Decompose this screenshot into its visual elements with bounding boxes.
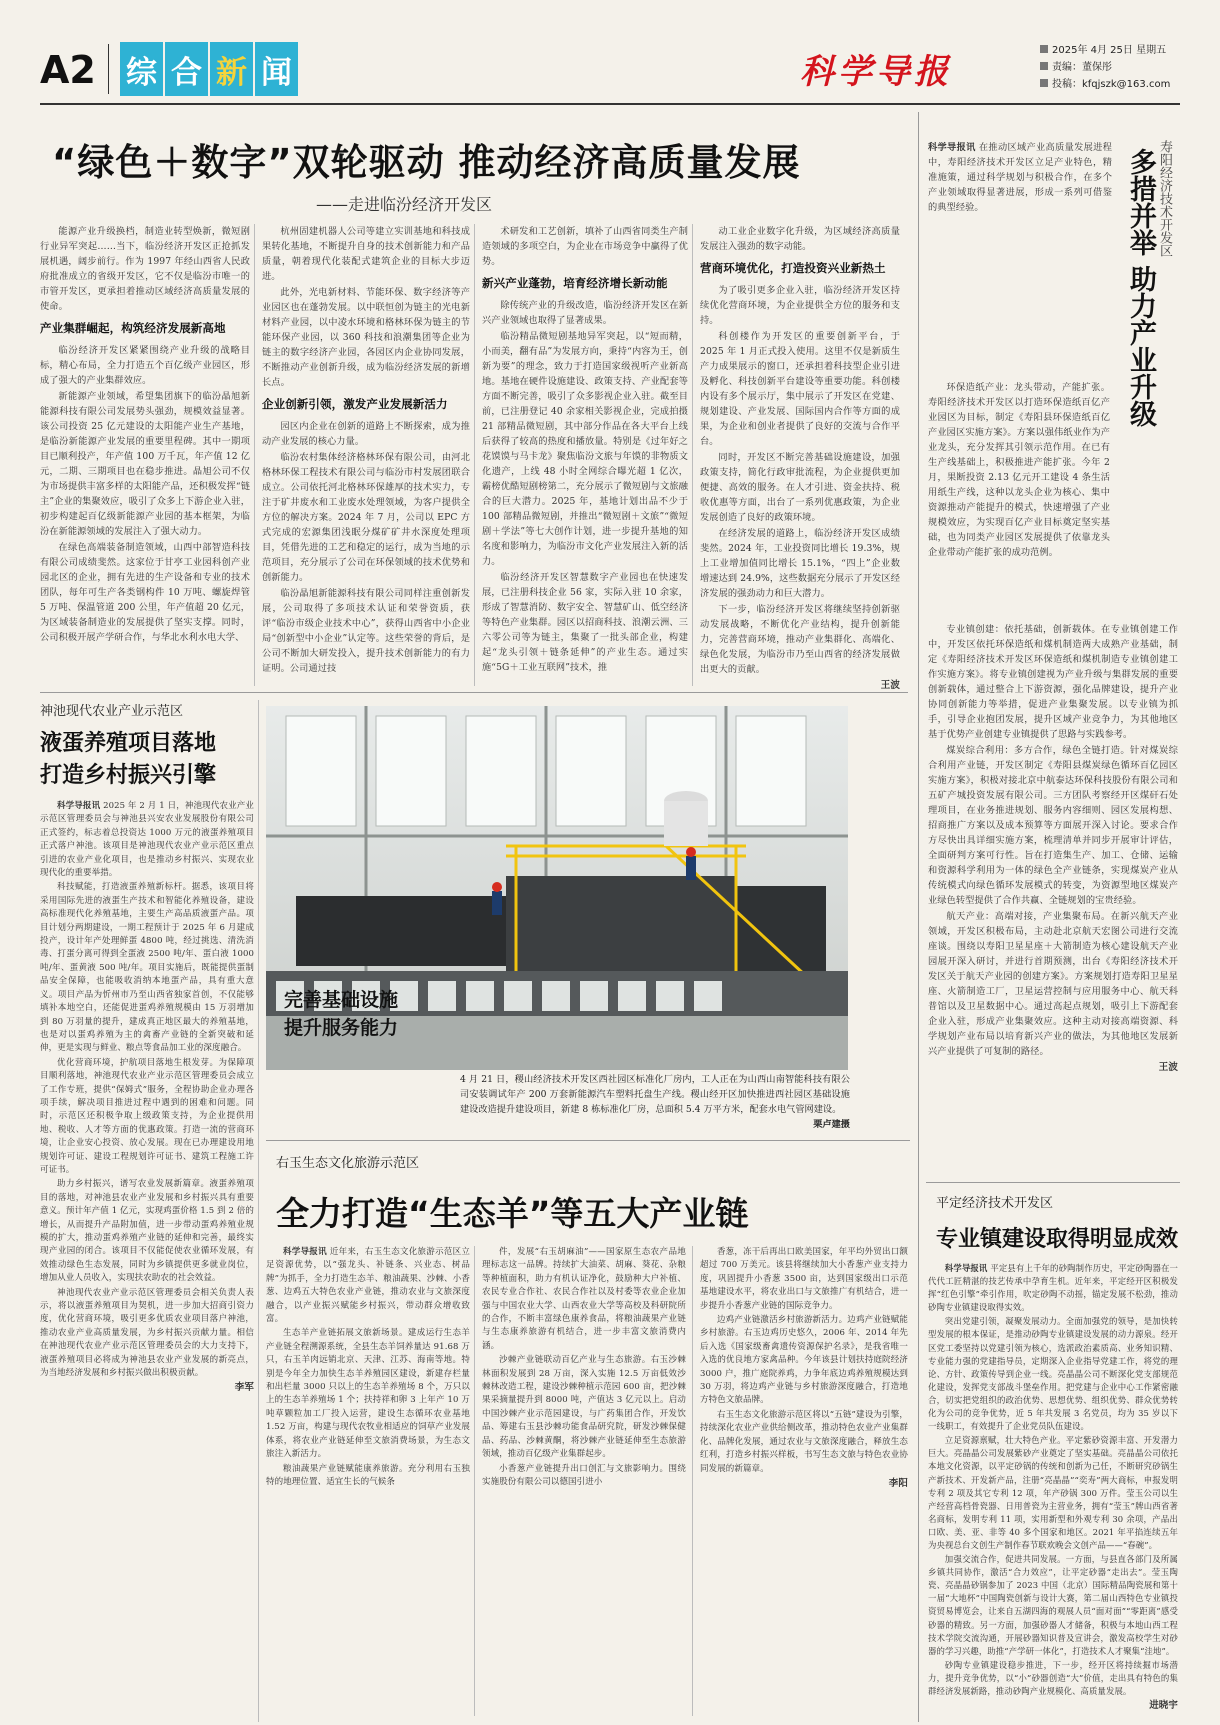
- paragraph: 神池现代农业产业示范区管理委员会相关负责人表示，将以液蛋养殖项目为契机，进一步加大招商引资力度，优化营商环境，吸引更多优质农业项目落户神池，推动农业产业高质量发展，为乡村振兴贡献力量。相信在神池现代农业产业示范区管理委员会的大力支持下，液蛋养殖项目必将成为神池县农业产业发展的新亮点，为当地经济发展和乡村振兴做出积极贡献。: [40, 1287, 254, 1379]
- newspaper-brand: 科学导报: [800, 52, 952, 92]
- page-number: A2: [40, 48, 96, 92]
- youyu-column-2: [482, 1246, 686, 1490]
- paragraph: 粮油蔬果产业链赋能康养旅游。充分利用右玉独特的地理位置、适宜生长的气候条: [266, 1463, 470, 1487]
- column-divider: [692, 224, 693, 686]
- paragraph: 件，发展“右玉胡麻油”——国家原生态农产品地理标志这一品牌。持续扩大油菜、胡麻、葵花、杂粮等种植面积，助力有机认证净化，鼓励种大户补植、农民专业合作社、农民合作社以及村委等农业企业加强与中国农业大学、山西农业大学等高校及科研院所的合作，不断丰富绿色康养食品，将粮油蔬果产业链与生态康养旅游有机结合，进一步丰富文旅消费内涵。: [482, 1247, 686, 1351]
- paragraph: 砂陶专业镇建设稳步推进，下一步，经开区将持续掘市场潜力，提升竞争优势，以“小”砂器创造“大”价值，走出具有特色的集群经济发展新路，推动砂陶产业规模化、高质量发展。: [928, 1659, 1178, 1696]
- youyu-title: 全力打造“生态羊”等五大产业链: [276, 1194, 749, 1233]
- title-line: 打造乡村振兴引擎: [40, 763, 217, 788]
- paragraph: 术研发和工艺创新，填补了山西省同类生产制造领域的多项空白，为企业在市场竞争中赢得了优势。: [482, 226, 688, 267]
- paragraph: 临汾经济开发区智慧数字产业园也在快速发展，已注册科技企业 56 家，实际入驻 10 余家，形成了智慧消防、数字安全、智慧矿山、低空经济等特色产业集群。园区以招商科技、浪潮云洲、三六零公司等为链主，集聚了一批头部企业，构建起“龙头引领＋链条延伸”的产业生态。通过实施“5G＋工业互联网”技术，推: [482, 572, 688, 673]
- paragraph: 生态羊产业链拓展文旅新场景。建成运行生态羊产业链全程溯源系统，全县生态羊饲养量达 91.68 万只，右玉羊肉远销北京、天津、江苏、海南等地。特别是今年全力加快生态羊养殖园区建设，新建存栏量和出栏量 3000 只以上的生态羊养殖场 8 个，万只以上的生态羊养殖场 1 个；扶持祥和卵 3 上年产 10 万吨草颗粒加工厂投入运营，建设生态循环农业基地 1.52 万亩，构建与现代农牧业相适应的饲草产业发展体系，将农业产业链延伸至文旅消费场景，为生态文旅注入新活力。: [266, 1328, 470, 1460]
- paragraph: 下一步，临汾经济开发区将继续坚持创新驱动发展战略，不断优化产业结构，提升创新能力，完善营商环境，推动产业集群化、高端化、绿色化发展，为临汾市乃至山西省的经济发展做出更大的贡献。: [700, 604, 900, 675]
- shenchi-title: [40, 728, 216, 792]
- section-char: 综: [120, 42, 165, 96]
- column-divider: [474, 1246, 475, 1716]
- paragraph: 此外，光电新材料、节能环保、数字经济等产业园区也在蓬勃发展。以中联恒创为链主的光电新材料产业园，以中凌水环境和格林环保为链主的节能环保产业园，以 360 科技和浪潮集团等企业为链主的数字经济产业园，各园区内企业协同发展，不断推动产业创新升级，成为临汾经济发展的新增长点。: [262, 287, 470, 388]
- paragraph: 临汾精品微短剧基地异军突起，以“短而精，小而美，翻有品”为发展方向，秉持“内容为王，创新为要”的理念，致力于打造国家级视听产业新高地。基地在硬件设施建设、政策支持、产业配套等方面不断完善，吸引了众多影视企业入驻。截至目前，已注册登记 40 余家相关影视企业，完成拍摄 21 部精品微短剧，其中部分作品在各大平台上线后获得了较高的热度和播放量。特别是《过年好之花馍馍与马卡龙》聚焦临汾文旅与年馍的非物质文化遗产，上线 48 小时全网综合曝光超 1 亿次，霸榜优酷短剧榜第二，充分展示了微短剧与文旅融合的巨大潜力。2025 年，基地计划出品不少于 100 部精品微短剧，并推出“微短剧＋文旅”“微短剧＋学法”等七大创作计划，进一步提升基地的知名度和影响力，为临汾市文化产业发展注入新的活力。: [482, 331, 688, 567]
- square-icon: [1040, 45, 1048, 53]
- paragraph: 助力乡村振兴，谱写农业发展新篇章。液蛋养殖项目的落地，对神池县农业产业发展和乡村振兴具有重要意义。预计年产值 1 亿元，实现鸡蛋价格 1.5 到 2 倍的增长，从而提升产品附加值，进一步带动蛋鸡养殖业规模的扩大，推动蛋鸡养殖产业链的延伸和完善，最终实现产业园的闭合。该项目不仅能促使农业循环发展，有效推动绿色生态发展，同时为乡镇提供更多就业岗位，增加从业人员收入，实现扶农助农的社会效益。: [40, 1179, 254, 1284]
- header-divider: [108, 44, 109, 94]
- shouyang-body-2: [928, 622, 1178, 1075]
- paragraph: 右玉生态文化旅游示范区将以“五链”建设为引擎，持续深化农业产业供给侧改革，推动特色农业产业集群化、品牌化发展，通过农业与文旅深度融合，释放生态红利，打造乡村振兴样板，书写生态文旅与特色农业协同发展的新篇章。: [700, 1409, 908, 1474]
- photo-overlay-title: [284, 986, 398, 1042]
- main-column-3: [482, 224, 688, 676]
- paragraph: 突出党建引领，凝聚发展动力。全面加强党的领导，是加快转型发展的根本保证，是推动砂陶专业镇建设发展的动力源泉。经开区党工委坚持以党建引领为核心，选派政治素质高、业务知识精、专业能力强的党建指导员，定期深入企业指导党建工作，将党的理论、方针、政策传导到企业一线。亮晶晶公司不断深化党支部规范化建设，发挥党支部战斗堡垒作用。把党建与企业中心工作紧密融合，切实把党组织的政治优势、思想优势、组织优势、群众优势转化为公司的竞争优势，近 5 年共发展 3 名党员，均为 35 岁以下一线职工，有效提升了企业党员队伍建设。: [928, 1316, 1178, 1432]
- square-icon: [1040, 79, 1048, 87]
- header-meta: [1040, 42, 1170, 93]
- paragraph: 环保造纸产业：龙头带动，产能扩张。寿阳经济技术开发区以打造环保造纸百亿产业园区为目标，制定《寿阳县环保造纸百亿产业园区实施方案》。方案以强伟纸业作为产业龙头，充分发挥其引领示范作用。在已有生产线基础上，积极推进产能扩张。今年 2 月，果断投资 2.13 亿元开工建设 4 条生活用纸生产线，这种以龙头企业为核心、集中资源推动产能提升的模式，快速增强了产业规模效应，为实现百亿产业目标奠定坚实基础，也为同类产业园区发展提供了依靠龙头企业带动产能扩张的成功范例。: [928, 382, 1110, 558]
- photo-credit: 栗卢建摄: [813, 1119, 850, 1130]
- paragraph: 边鸡产业链激活乡村旅游新活力。边鸡产业链赋能乡村旅游。右玉边鸡历史悠久，2006 年、2014 年先后入选《国家级畜禽遗传资源保护名录》，是我省唯一入选的优良地方家禽品种。今年该县计划扶持庭院经济 3000 户，推广庭院养鸡，力争年底边鸡养殖规模达到 30 万羽，将边鸡产业链与乡村旅游深度融合，打造地方特色文旅品牌。: [700, 1315, 908, 1406]
- paragraph: 园区内企业在创新的道路上不断探索，成为推动产业发展的核心力量。: [262, 421, 470, 447]
- youyu-column-1: [266, 1246, 470, 1490]
- paragraph: 在绿色高端装备制造领域，山西中部智造科技有限公司成绩斐然。这家位于甘亭工业园科创产业园北区的企业，拥有先进的生产设备和专业的技术团队，每年可生产各类钢构件 10 万吨、螺旋焊管 5 万吨、保温管道 200 公里，年产值超 20 亿元，为区域装备制造业的发展提供了坚实支撑。同时，公司积极开展产学研合作，与华北水利水电大学、: [40, 542, 250, 643]
- paragraph: 专业镇创建：依托基础，创新载体。在专业镇创建工作中，开发区依托环保造纸和煤机制造两大成熟产业基础，制定《寿阳经济技术开发区环保造纸和煤机制造专业镇创建工作实施方案》。将专业镇创建视为产业升级与集群发展的重要创新载体，通过整合上下游资源，强化品牌建设，提升产业协同创新能力等举措，促进产业集聚发展。以专业镇为抓手，引导企业抱团发展，提升区域产业竞争力，为其他地区基于优势产业创建专业镇提供了思路与实践参考。: [928, 624, 1178, 740]
- lead-text: 平定县有上千年的砂陶制作历史，平定砂陶器在一代代工匠精湛的技艺传承中孕育生机。近年来，平定经开区积极发挥“红色引擎”牵引作用，吹定砂陶不动摇，锚定发展不松劲，推动砂陶专业镇建设取得实效。: [928, 1263, 1179, 1313]
- lead-text: 在推动区域产业高质量发展进程中，寿阳经济技术开发区立足产业特色，精准施策，通过科学规划与积极合作，在多个产业领域取得显著进展，形成一系列可借鉴的典型经验。: [928, 142, 1112, 213]
- paragraph: 在经济发展的道路上，临汾经济开发区成绩斐然。2024 年，工业投资同比增长 19.3%，规上工业增加值同比增长 15.1%，“四上”企业数增速达到 24.9%，这些数据充分展示了开发区经济发展的强劲动力和巨大潜力。: [700, 528, 900, 599]
- paragraph: 临汾农村集体经济格林环保有限公司，由河北格林环保工程技术有限公司与临汾市村发展团联合成立。公司依托河北格林环保雄厚的技术实力，专注于矿井废水和工业废水处理领域，为客户提供全方位的解决方案。2024 年 7 月，公司以 EPC 方式完成的宏源集团浅眠分煤矿矿井水深度处理项目，凭借先进的工艺和稳定的运行，成为当地的示范项目，充分展示了公司在环保领域的技术优势和创新能力。: [262, 452, 470, 583]
- shouyang-body-1: [928, 380, 1110, 561]
- lead-label: 科学导报讯: [944, 1263, 988, 1273]
- paragraph: 为了吸引更多企业入驻，临汾经济开发区持续优化营商环境，为企业提供全方位的服务和支持。: [700, 285, 900, 326]
- author: 李军: [234, 1382, 254, 1394]
- factory-photo: [266, 706, 848, 1070]
- main-column-1: [40, 224, 250, 646]
- youyu-column-3: [700, 1246, 908, 1490]
- lead-text: 2025 年 2 月 1 日，神池现代农业产业示范区管理委员会与神池县兴安农业发展股份有限公司正式签约，标志着总投资达 1000 万元的液蛋养殖项目正式落户神池。该项目是神池现代农业产业示范区重点引进的农业产业化项目，也是推动乡村振兴、实现农业现代化的重要举措。: [40, 801, 254, 879]
- pingding-title: 专业镇建设取得明显成效: [936, 1227, 1179, 1252]
- column-divider: [254, 224, 255, 686]
- main-column-2: [262, 224, 470, 677]
- section-char: 合: [165, 42, 210, 96]
- section-tag: 平定经济技术开发区: [936, 1196, 1054, 1211]
- main-title: “绿色＋数字”双轮驱动 推动经济高质量发展: [52, 141, 801, 184]
- main-column-4: [700, 224, 900, 693]
- column-divider: [692, 1246, 693, 1716]
- section-char: 闻: [255, 42, 300, 96]
- shenchi-body: [40, 800, 254, 1395]
- title-line: 液蛋养殖项目落地: [40, 731, 217, 756]
- paragraph: 科技赋能，打造液蛋养殖新标杆。据悉，该项目将采用国际先进的液蛋生产技术和智能化养殖设备，建设高标准现代化养殖基地，主要生产高品质液蛋产品。项目计划分两期建设，一期工程预计于 2025 年 6 月建成投产，设计年产处理鲜蛋 4800 吨，经过挑选、清洗消毒、打蛋分离可得到全蛋液 2500 吨/年、蛋白液 1000 吨/年、蛋黄液 500 吨/年。项目实施后，既能提供蛋制品安全保障，也能吸收消纳本地蛋产品，具有重大意义。项目产品为忻州市乃至山西省独家首创，不仅能够填补本地空白，还能促进蛋鸡养殖规模由 15 万羽增加到 80 万羽量的提升，建成真正地区最大的养殖基地，也是对以蛋鸡养殖为主的禽畜产业链的全新突破和延伸，更是实现与鲜业、粮点等食品加工业的深度融合。: [40, 882, 254, 1054]
- paragraph: 加强交流合作，促进共同发展。一方面，与县直各部门及所属乡镇共同协作，激活“合力效应”，让平定砂器“走出去”。莹玉陶瓷、亮晶晶砂锅参加了 2023 中国（北京）国际精品陶瓷展和第十一届“大地杯”中国陶瓷创新与设计大赛，第二届山西特色专业镇投资贸易博览会，让来自五湖四海的观展人员“面对面”“零距离”感受砂器的精致。另一方面，加强砂器人才储备，积极与本地山西工程技术学院交流沟通，开展砂器知识普及宣讲会，激发高校学生对砂器的学习兴趣，助推“产学研一体化”，打造技术人才聚集“洼地”。: [928, 1554, 1178, 1656]
- paragraph: 同时，开发区不断完善基础设施建设，加强政策支持，简化行政审批流程，为企业提供更加便捷、高效的服务。在人才引进、资金扶持、税收优惠等方面，出台了一系列优惠政策，为企业发展创造了良好的政策环境。: [700, 452, 900, 523]
- column-divider: [474, 224, 475, 686]
- paragraph: 临汾经济开发区紧紧围绕产业升级的战略目标，精心布局，全力打造五个百亿级产业园区，形成了强大的产业集群效应。: [40, 345, 250, 386]
- paragraph: 香葱，冻干后再出口欧美国家，年平均外贸出口额超过 700 万美元。该县将继续加大小香葱产业支持力度，巩固提升小香葱 3500 亩，达到国家级出口示范基地建设水平，将农业出口与文旅推广有机结合，进一步提升小香葱产业链的国际竞争力。: [700, 1247, 908, 1311]
- paragraph: 科创楼作为开发区的重要创新平台，于 2025 年 1 月正式投入使用。这里不仅是新质生产力成果展示的窗口，还承担着科技型企业引进及孵化、科技创新平台建设等重要功能。科创楼内设有多个展示厅，集中展示了开发区在党建、规划建设、产业发展、国际国内合作等方面的成果，为企业和创业者提供了良好的交流与合作平台。: [700, 331, 900, 447]
- paragraph: 杭州固建机器人公司等建立实训基地和科技成果转化基地，不断提升自身的技术创新能力和产品质量，朝着现代化装配式建筑企业的目标大步迈进。: [262, 226, 470, 282]
- subheading: 产业集群崛起，构筑经济发展新高地: [40, 321, 226, 335]
- author: 王波: [1158, 1062, 1178, 1073]
- subheading: 新兴产业蓬勃，培育经济增长新动能: [482, 276, 668, 290]
- lead-text: 近年来，右玉生态文化旅游示范区立足资源优势，以“强龙头、补链条、兴业态、树品牌”为抓手，全力打造生态羊、粮油蔬果、沙棘、小香葱、边鸡五大特色农业产业链，推动农业与文旅深度融合，以产业振兴赋能乡村振兴，带动群众增收致富。: [266, 1247, 470, 1325]
- lead-label: 科学导报讯: [283, 1247, 327, 1257]
- square-icon: [1040, 62, 1048, 70]
- paragraph: 动工业企业数字化升级，为区域经济高质量发展注入强劲的数字动能。: [700, 226, 900, 252]
- header-rule: [40, 103, 1180, 105]
- section-tag: 寿阳经济技术开发区: [1157, 140, 1172, 257]
- title-line: 完善基础设施: [284, 989, 399, 1011]
- paragraph: 小香葱产业链提升出口创汇与文旅影响力。围绕实施股份有限公司以德国引进小: [482, 1463, 686, 1487]
- subheading: 企业创新引领，激发产业发展新活力: [262, 397, 448, 411]
- paragraph: 优化营商环境，护航项目落地生根发芽。为保障项目顺利落地，神池现代农业产业示范区管理委员会成立了工作专班，提供“保姆式”服务，全程协助企业办理各项手续，解决项目推进过程中遇到的困难和问题。同时，示范区还积极争取上级政策支持，为企业提供用地、税收、人才等方面的优惠政策。打造一流的营商环境，让企业安心投资、放心发展。现在已办理建设用地规划许可证、建设工程规划许可证书、建筑工程施工许可证书。: [40, 1057, 254, 1175]
- section-tag: 神池现代农业产业示范区: [40, 704, 184, 719]
- caption-text: 4 月 21 日，稷山经济技术开发区西社园区标准化厂房内，工人正在为山西山南智能科技有限公司安装调试年产 200 万套新能源汽车塑料托盘生产线。稷山经开区加快推进西社园区基础设施建设改造提升建设项目，新建 8 栋标准化厂房，总面积 5.4 万平方米，配套水电气管网建设。: [460, 1074, 850, 1115]
- title-line: 提升服务能力: [284, 1017, 399, 1039]
- author: 进晓宇: [1149, 1700, 1178, 1712]
- paragraph: 航天产业：高端对接，产业集聚布局。在新兴航天产业领域，开发区积极布局，主动赴北京航天宏图公司进行交流座谈。围绕以寿阳卫星星座＋大箭制造为核心建设航天产业园展开深入研讨，并进行首期预测，出台《寿阳经济技术开发区关于航天产业园的创建方案》。方案规划打造寿阳卫星星座、火箭制造工厂，卫星运营控制与应用服务中心、航天科普馆以及卫星数据中心。通过高起点规划，吸引上下游配套企业入驻，形成产业集聚效应。这种主动对接高端资源、科学规划产业布局以培育新兴产业的做法，为其他地区发展新兴产业提供了可复制的路径。: [928, 911, 1178, 1057]
- section-rule: [40, 692, 908, 693]
- editor: 责编：董保彤: [1052, 62, 1112, 73]
- section-tag: 右玉生态文化旅游示范区: [276, 1156, 420, 1171]
- author: 李阳: [888, 1477, 908, 1489]
- paragraph: 煤炭综合利用：多方合作，绿色全链打造。针对煤炭综合利用产业链，开发区制定《寿阳县煤炭绿色循环百亿园区实施方案》，积极对接北京中航泰达环保科技股份有限公司和五矿产城投资发展有限公司。三方团队考察经开区煤矸石处理项目，在业务推进规划、服务内容细则、园区发展构想、招商推广方案以及成本预算等方面展开深入讨论。要求合作方尽快出具详细实施方案，梳理清单并同步开展审计评估，全面研判方案可行性。旨在打造集生产、加工、仓储、运输和资源科学利用为一体的绿色全产业链条，实现煤炭产业从传统模式向绿色循环发展模式的转变，为资源型地区煤炭产业绿色转型提供了合作共赢、全链规划的宝贵经验。: [928, 745, 1178, 906]
- paragraph: 临汾晶旭新能源科技有限公司同样注重创新发展，公司取得了多项技术认证和荣誉资质，获评“临汾市级企业技术中心”，获得山西省中小企业局“创新型中小企业”认定等。这些荣誉的背后，是公司不断加大研发投入，提升技术创新能力的有力证明。公司通过技: [262, 588, 470, 674]
- subheading: 营商环境优化，打造投资兴业新热土: [700, 261, 886, 275]
- issue-date: 2025年 4月 25日 星期五: [1052, 45, 1167, 56]
- lead-label: 科学导报讯: [57, 801, 101, 811]
- paragraph: 除传统产业的升级改造，临汾经济开发区在新兴产业领域也取得了显著成果。: [482, 300, 688, 326]
- section-banner: [120, 42, 300, 96]
- pingding-body: [928, 1262, 1178, 1712]
- section-char: 新: [210, 42, 255, 96]
- paragraph: 能源产业升级换档，制造业转型焕新，微短剧行业异军突起……当下，临汾经济开发区正抢抓发展机遇，阔步前行。作为 1997 年经山西省人民政府批准成立的省级开发区，它不仅是临汾市唯一的市管开发区，更承担着推动区域经济高质量发展的使命。: [40, 226, 250, 312]
- paragraph: 立足资源禀赋，壮大特色产业。平定紫砂资源丰富、开发潜力巨大。亮晶晶公司发展紫砂产业奠定了坚实基础。亮晶晶公司依托本地文化资源，以平定砂锅的传统和创新为己任，不断研究砂锅生产新技术、开发新产品，注册“亮晶晶”“奕寿”两大商标，申报发明专利 2 项及其它专利 12 项，年产砂锅 300 万件。莹玉公司以生产经营高档骨瓷器、日用普瓷为主营业务，拥有“莹玉”牌山西省著名商标，发明专利 11 项，实用新型和外观专利 30 余项，产品出口欧、美、亚、非等 40 多个国家和地区。2021 年平掐连续五年为央视总台文创生产制作春节联欢晚会文创产品——“春碗”。: [928, 1435, 1178, 1550]
- right-column-divider: [918, 112, 919, 1722]
- shouyang-intro: [928, 140, 1112, 216]
- photo-caption: [460, 1072, 850, 1132]
- lead-label: 科学导报讯: [928, 142, 976, 153]
- shouyang-title: 多措并举 助力产业升级: [1125, 148, 1156, 428]
- section-rule: [266, 1140, 910, 1141]
- section-rule: [926, 1182, 1180, 1183]
- paragraph: 沙棘产业链联动百亿产业与生态旅游。右玉沙棘林面积发展到 28 万亩，深入实施 12.5 万亩低效沙棘林改造工程，建设沙棘种植示范园 600 亩，把沙棘果采摘量提升到 8000 吨，产值达 3 亿元以上。启动中国沙棘产业示范园建设，与广药集团合作，开发饮品、筹建右玉县沙棘功能食品研究院，研发沙棘保健品、药品、沙棘黄酮，将沙棘产业链延伸至生态旅游领域，推动百亿级产业集群起步。: [482, 1355, 686, 1460]
- author: 王波: [880, 680, 900, 691]
- email: 投稿：kfqjszk@163.com: [1052, 79, 1171, 90]
- paragraph: 新能源产业领域，希望集团旗下的临汾晶旭新能源科技有限公司发展势头强劲，规模效益显著。该公司投资 25 亿元建设的太阳能产业生产基地，是临汾新能源产业发展的重要里程碑。其中一期项目已顺利投产，年产值 100 万千瓦，年产值 12 亿元，二期、三期项目也在稳步推进。晶旭公司不仅为市场提供丰富多样的太阳能产品，还积极发挥“链主”企业的集聚效应，吸引了众多上下游企业入驻，初步构建起百亿级新能源产业园的基本框架，为临汾在新能源领域的发展注入了强大动力。: [40, 391, 250, 537]
- column-divider: [258, 700, 259, 1722]
- main-subtitle: ——走进临汾经济开发区: [316, 195, 493, 214]
